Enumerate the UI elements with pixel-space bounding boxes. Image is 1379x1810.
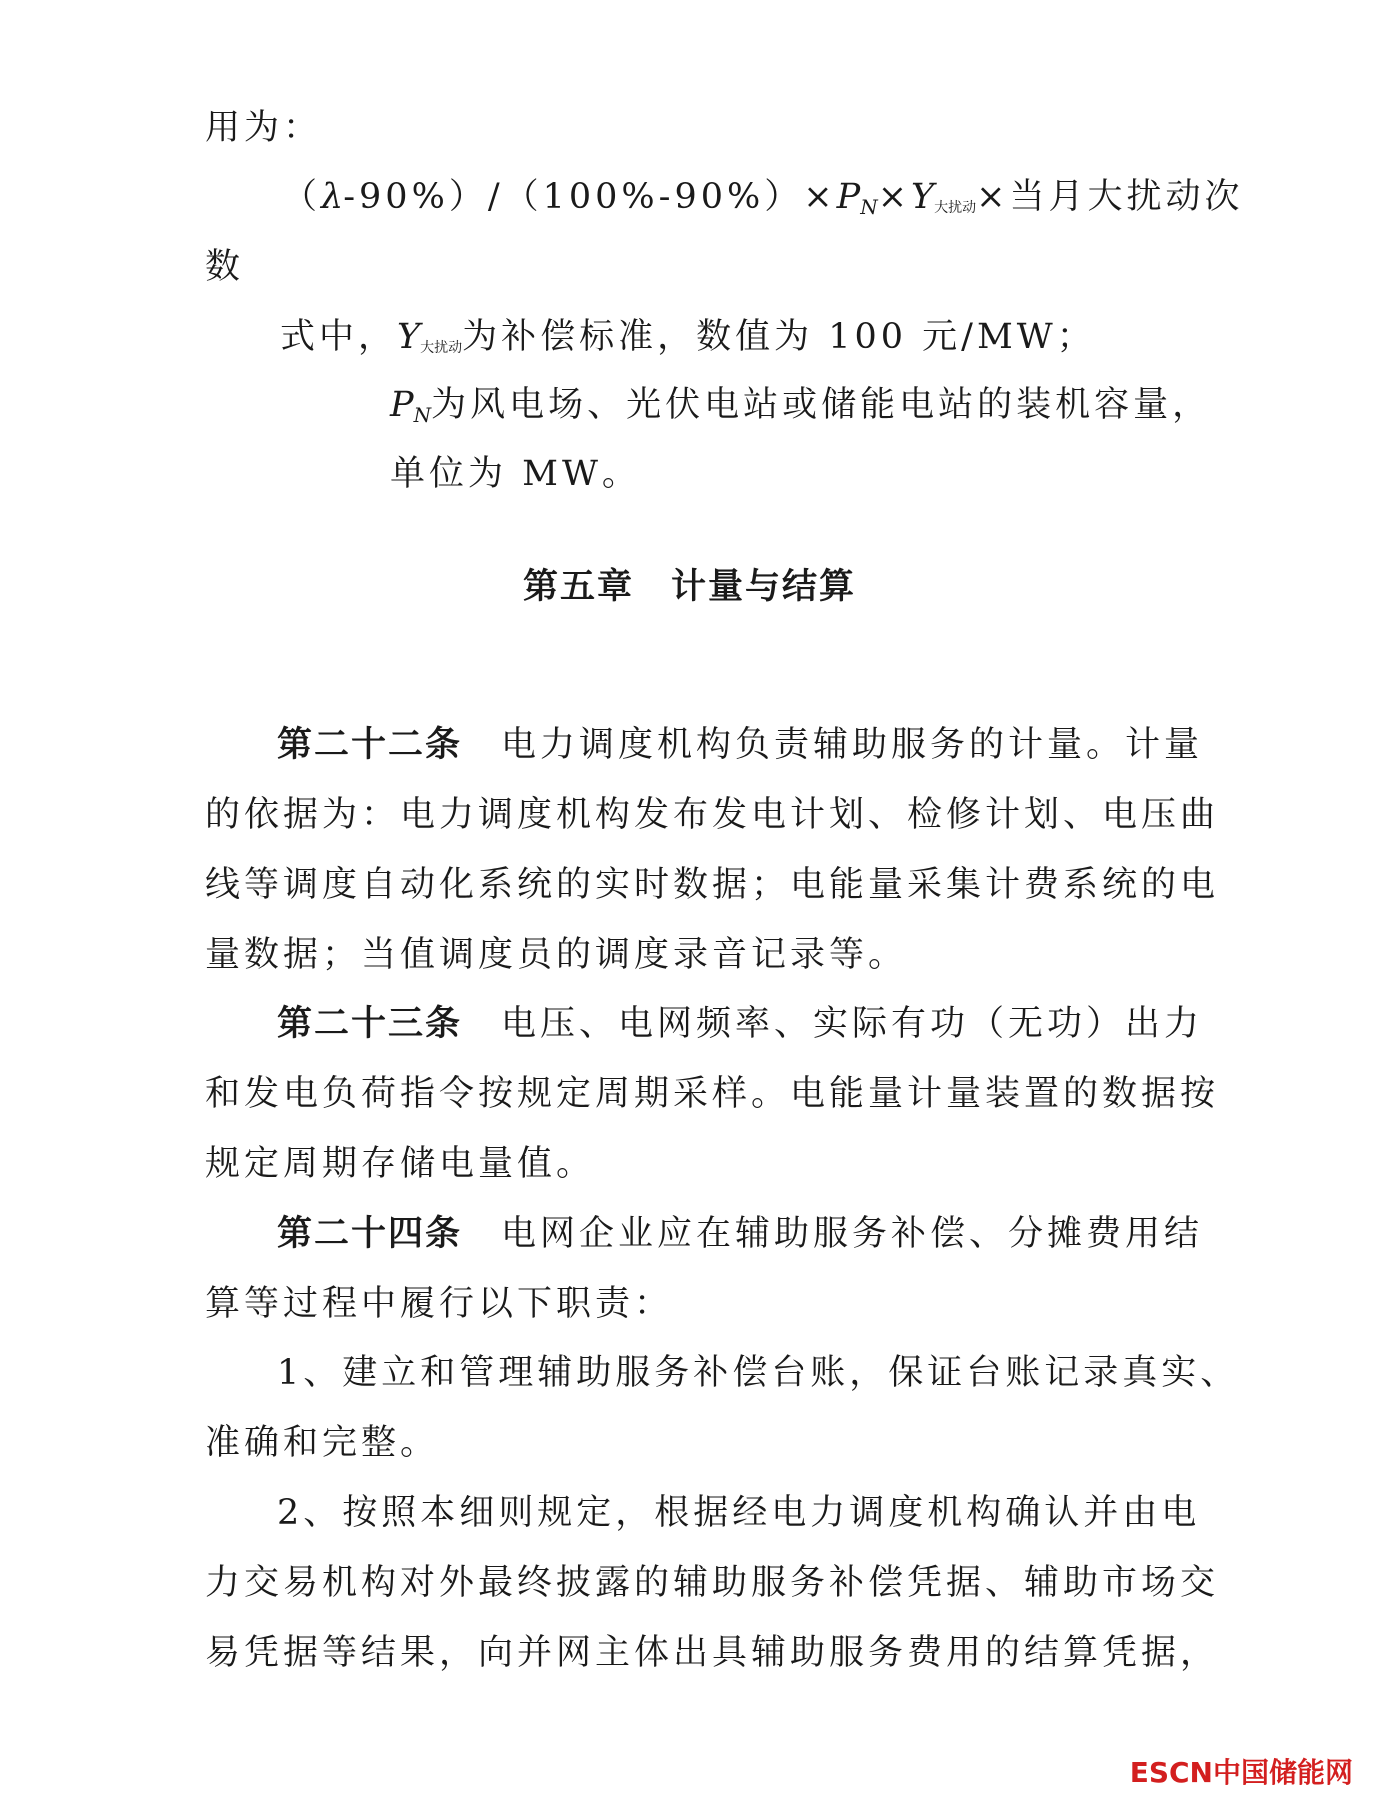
chapter-heading: 第五章 计量与结算 bbox=[522, 567, 856, 607]
article-23-label: 第二十三条 bbox=[277, 1004, 463, 1044]
article-24-item-2-line-3: 易凭据等结果，向并网主体出具辅助服务费用的结算凭据， bbox=[205, 1633, 1220, 1673]
article-23-line-3: 规定周期存储电量值。 bbox=[205, 1144, 596, 1184]
definition-pn: PN为风电场、光伏电站或储能电站的装机容量， bbox=[390, 385, 1212, 427]
y-symbol: Y bbox=[911, 177, 935, 217]
article-23-line-1: 第二十三条 电压、电网频率、实际有功（无功）出力 bbox=[277, 1004, 1204, 1044]
escn-watermark-logo: ESCN中国储能网 bbox=[1129, 1756, 1353, 1789]
article-24-item-1-line-1: 1、建立和管理辅助服务补偿台账，保证台账记录真实、 bbox=[277, 1353, 1240, 1393]
article-22-line-3: 线等调度自动化系统的实时数据；电能量采集计费系统的电 bbox=[205, 865, 1220, 905]
article-24-line-1: 第二十四条 电网企业应在辅助服务补偿、分摊费用结 bbox=[277, 1214, 1204, 1254]
definition-y: 式中，$Y_{大扰动}$为补偿标准，数值为 100 元/MW； bbox=[280, 317, 1096, 357]
formula-line: $(\lambda-90\%)/(100\%-90\%)\times PN\times Y_{大扰动}\times$当月大扰动次 bbox=[282, 177, 1244, 219]
article-22-line-2: 的依据为：电力调度机构发布发电计划、检修计划、电压曲 bbox=[205, 795, 1220, 835]
article-24-label: 第二十四条 bbox=[277, 1214, 463, 1254]
formula-intro: 用为： bbox=[205, 108, 323, 148]
formula-continuation: 数 bbox=[205, 247, 245, 287]
lambda-symbol: λ bbox=[321, 177, 344, 217]
article-24-item-2-line-1: 2、按照本细则规定，根据经电力调度机构确认并由电 bbox=[277, 1493, 1201, 1533]
article-22-line-1: 第二十二条 电力调度机构负责辅助服务的计量。计量 bbox=[277, 725, 1204, 765]
pn-symbol: P bbox=[836, 177, 861, 217]
article-24-item-2-line-2: 力交易机构对外最终披露的辅助服务补偿凭据、辅助市场交 bbox=[205, 1563, 1220, 1603]
article-22-label: 第二十二条 bbox=[277, 725, 463, 765]
article-24-item-1-line-2: 准确和完整。 bbox=[205, 1423, 440, 1463]
article-24-line-2: 算等过程中履行以下职责： bbox=[205, 1284, 674, 1324]
article-22-line-4: 量数据；当值调度员的调度录音记录等。 bbox=[205, 935, 908, 975]
definition-pn-unit: 单位为 MW。 bbox=[390, 454, 641, 494]
article-23-line-2: 和发电负荷指令按规定周期采样。电能量计量装置的数据按 bbox=[205, 1074, 1220, 1114]
